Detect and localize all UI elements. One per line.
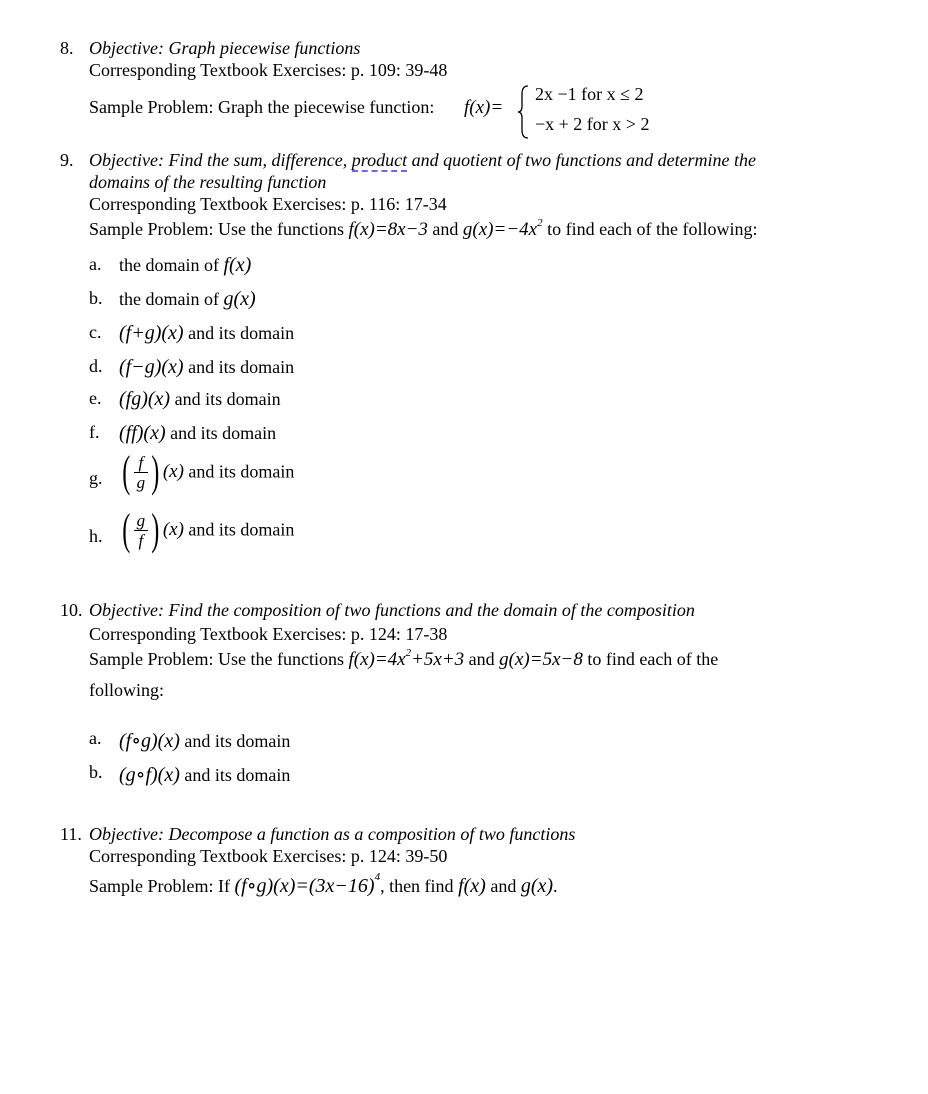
part-math: g(x) (223, 288, 256, 310)
sample-problem-tail: to find each of the following: (547, 219, 758, 239)
part-letter: f. (89, 422, 100, 442)
part-math: f(x) (223, 254, 252, 276)
part-text: and its domain (170, 389, 281, 409)
part-text: and its domain (183, 357, 295, 377)
fraction (134, 453, 149, 492)
piecewise-case-1: 2x −1 for x ≤ 2 (535, 84, 644, 104)
item-number: 10. (60, 600, 83, 620)
part-letter: b. (89, 288, 103, 308)
part-math: (f+g)(x) (119, 322, 184, 344)
part-a (119, 728, 290, 753)
part-b (119, 762, 290, 787)
sample-problem (89, 649, 718, 671)
part-letter: a. (89, 728, 102, 748)
part-letter: e. (89, 388, 102, 408)
exponent: 2 (405, 647, 412, 659)
exercises-text: Corresponding Textbook Exercises: p. 124: 17-38 (89, 624, 448, 644)
sample-problem-lead: Sample Problem: Use the functions (89, 649, 344, 669)
period: . (553, 876, 558, 896)
part-text: the domain of (119, 255, 224, 275)
item-number: 8. (60, 38, 74, 58)
part-h (119, 505, 295, 554)
and-word: and (432, 219, 459, 239)
brace-icon (517, 84, 529, 140)
spellcheck-flagged-word: product (351, 150, 408, 170)
sample-problem-text: , then find (380, 876, 454, 896)
composition-base: (f∘g)(x)=(3x−16) (234, 875, 375, 897)
denominator: g (136, 472, 146, 492)
item-number: 11. (60, 824, 82, 844)
objective-text: Objective: Find the composition of two functions and the domain of the composition (89, 600, 695, 620)
and-word: and (490, 876, 517, 896)
sample-problem (89, 873, 558, 898)
part-math: (fg)(x) (119, 388, 171, 410)
exercises-text: Corresponding Textbook Exercises: p. 124: 39-50 (89, 846, 448, 866)
sample-problem-tail: to find each of the (587, 649, 719, 669)
sample-problem-lead: Sample Problem: Use the functions (89, 219, 344, 239)
denominator: f (138, 530, 144, 550)
part-f (119, 422, 276, 445)
part-text: and its domain (165, 423, 277, 443)
part-math: (f∘g)(x) (119, 730, 180, 752)
g-definition (463, 219, 543, 240)
exponent: 2 (537, 217, 543, 229)
g-function: g(x) (520, 875, 554, 897)
sample-problem (89, 219, 758, 241)
fraction (134, 511, 149, 550)
and-word: and (468, 649, 495, 669)
part-math: (ff)(x) (119, 422, 166, 444)
piecewise-case-2: −x + 2 for x > 2 (535, 114, 650, 134)
f-definition (348, 649, 464, 670)
function-label: f(x)= (464, 97, 504, 118)
objective-text (89, 150, 756, 171)
part-b (119, 288, 256, 311)
exercises-text: Corresponding Textbook Exercises: p. 116: 17-34 (89, 194, 447, 214)
part-letter: a. (89, 254, 102, 274)
part-text: and its domain (183, 323, 295, 343)
exercises-text: Corresponding Textbook Exercises: p. 109: 39-48 (89, 60, 448, 80)
part-letter: d. (89, 356, 103, 376)
g-definition-base: g(x)=−4x (462, 219, 538, 240)
part-text: and its domain (179, 731, 291, 751)
part-letter: b. (89, 762, 103, 782)
f-definition: f(x)=8x−3 (348, 219, 428, 240)
part-letter: h. (89, 526, 103, 546)
objective-text-line-2: domains of the resulting function (89, 172, 327, 192)
objective-text: Objective: Decompose a function as a composition of two functions (89, 824, 576, 844)
right-paren: ) (151, 447, 160, 496)
part-c (119, 322, 294, 345)
numerator: f (134, 453, 149, 473)
part-d (119, 356, 294, 379)
f-definition-base: f(x)=4x (348, 649, 406, 670)
sample-problem-lead: Sample Problem: If (89, 876, 230, 896)
f-definition-tail: +5x+3 (411, 649, 465, 670)
part-math: (f−g)(x) (119, 356, 184, 378)
part-text: and its domain (183, 461, 295, 482)
sample-problem-continuation: following: (89, 680, 164, 700)
objective-part: Objective: Find the sum, difference, (89, 150, 352, 170)
part-text: and its domain (179, 765, 291, 785)
part-letter: c. (89, 322, 102, 342)
part-math: (g∘f)(x) (119, 764, 180, 786)
part-math: (x) (162, 461, 184, 482)
sample-problem-lead: Sample Problem: Graph the piecewise function: (89, 97, 435, 117)
left-paren: ( (122, 505, 131, 554)
g-definition: g(x)=5x−8 (499, 649, 583, 670)
part-e (119, 388, 281, 411)
part-g (119, 447, 295, 496)
part-letter: g. (89, 468, 103, 488)
numerator: g (134, 511, 149, 531)
objective-part: and quotient of two functions and determine the (407, 150, 757, 170)
composition-expression (234, 871, 381, 897)
part-text: the domain of (119, 289, 224, 309)
item-number: 9. (60, 150, 74, 170)
right-paren: ) (151, 505, 160, 554)
part-a (119, 254, 251, 277)
exponent: 4 (374, 871, 381, 883)
objective-text: Objective: Graph piecewise functions (89, 38, 361, 58)
part-text: and its domain (183, 519, 295, 540)
part-math: (x) (162, 519, 184, 540)
left-paren: ( (122, 447, 131, 496)
f-function: f(x) (458, 875, 486, 897)
